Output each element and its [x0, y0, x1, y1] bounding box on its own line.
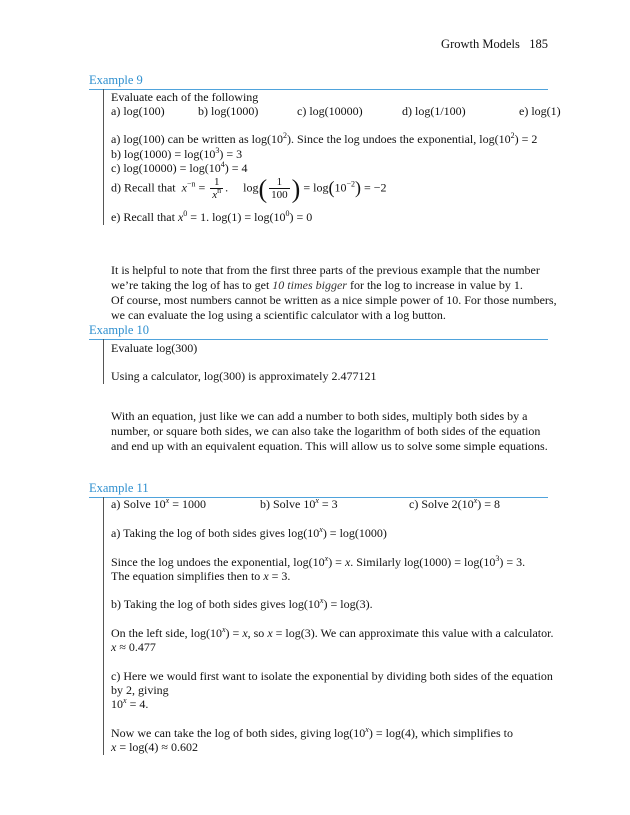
fraction-one-over-hundred: $\frac{1}{100}$: [271, 176, 288, 201]
ex11-c-line2: by 2, giving: [111, 683, 169, 697]
paragraph-log-equations: With an equation, just like we can add a number to both sides, multiply both sides by a number, or square both sides, we can also take the logarithm of both sides of the equation and end up with an equivalent equation. This will allow us to solve some simple equations.: [111, 409, 548, 453]
ex9-part-d: d) log(1/100): [402, 104, 466, 118]
example-9-bar: [103, 89, 104, 225]
ex9-part-e: e) log(1): [519, 104, 561, 118]
ex9-part-a: a) log(100): [111, 104, 165, 118]
example-10-bar: [103, 339, 104, 384]
example-9-prompt: Evaluate each of the following: [111, 90, 259, 104]
ex11-a-line3: The equation simplifies then to x = 3.: [111, 569, 291, 583]
fraction-one-over-x-n: $\frac{1}{x^n}$: [212, 176, 222, 201]
running-header: [441, 37, 548, 52]
ex11-a-line1: a) Taking the log of both sides gives $\log(10^x) = \log(1000)$: [111, 525, 387, 540]
example-11-title: Example 11: [89, 481, 149, 495]
ex11-c-line5: x = log(4) ≈ 0.602: [111, 740, 199, 754]
running-title: Growth Models: [441, 37, 520, 51]
ex9-solution-d: d) Recall that $x^{-n}$ = $\frac{1}{x^n}$ . log( $\frac{1}{100}$ ) = $\log(10^{-2}) = -2$: [111, 174, 387, 204]
ex11-part-a: a) Solve $10^x = 1000$: [111, 496, 206, 511]
ex11-b-line1: b) Taking the log of both sides gives $\log(10^x) = \log(3)$.: [111, 596, 373, 611]
ex11-b-line3: x ≈ 0.477: [111, 640, 156, 654]
example-9-title: Example 9: [89, 73, 143, 87]
ex11-c-line1: c) Here we would first want to isolate the exponential by dividing both sides of the equation: [111, 669, 553, 683]
example-10-title: Example 10: [89, 323, 150, 337]
example-11-bar: [103, 497, 104, 755]
ex11-part-b: b) Solve $10^x = 3$: [260, 496, 338, 511]
ex11-part-c: c) Solve $2(10^x) = 8$: [409, 496, 500, 511]
page-number: 185: [529, 37, 548, 51]
example-10-prompt: Evaluate log(300): [111, 341, 198, 355]
ex9-solution-b: b) $\log(1000) = \log(10^3) = 3$: [111, 146, 243, 161]
ex9-solution-e: e) Recall that $x^0 = 1$. $\log(1) = \log(10^0) = 0$: [111, 209, 313, 224]
ex9-part-c: c) log(10000): [297, 104, 363, 118]
example-10-rule: [89, 339, 548, 340]
ex11-a-line2: Since the log undoes the exponential, $\log(10^x) = x$. Similarly $\log(1000) = \log(10^3) = 3$.: [111, 554, 526, 569]
ex9-part-b: b) log(1000): [198, 104, 259, 118]
paragraph-log-powers: It is helpful to note that from the first three parts of the previous example that the number we’re taking the log of has to get 10 times bigger for the log to increase in value by 1. Of course, most numbers cannot be written as a nice simple power of 10. For those numbers, we can evaluate the log using a scientific calculator with a log button.: [111, 263, 557, 322]
ex11-b-line2: On the left side, $\log(10^x) = x$, so x = log(3). We can approximate this value with a calculator.: [111, 625, 554, 640]
ex11-c-line4: Now we can take the log of both sides, giving $\log(10^x) = \log(4)$, which simplifies to: [111, 725, 513, 740]
example-10-answer: Using a calculator, log(300) is approximately 2.477121: [111, 369, 377, 383]
ex9-solution-c: c) $\log(10000) = \log(10^4) = 4$: [111, 160, 248, 175]
ex11-c-line3: $10^x = 4$.: [111, 696, 149, 711]
ex9-solution-a: a) log(100) can be written as $\log(10^2)$. Since the log undoes the exponential, $\log(10^2) = 2$: [111, 131, 538, 146]
